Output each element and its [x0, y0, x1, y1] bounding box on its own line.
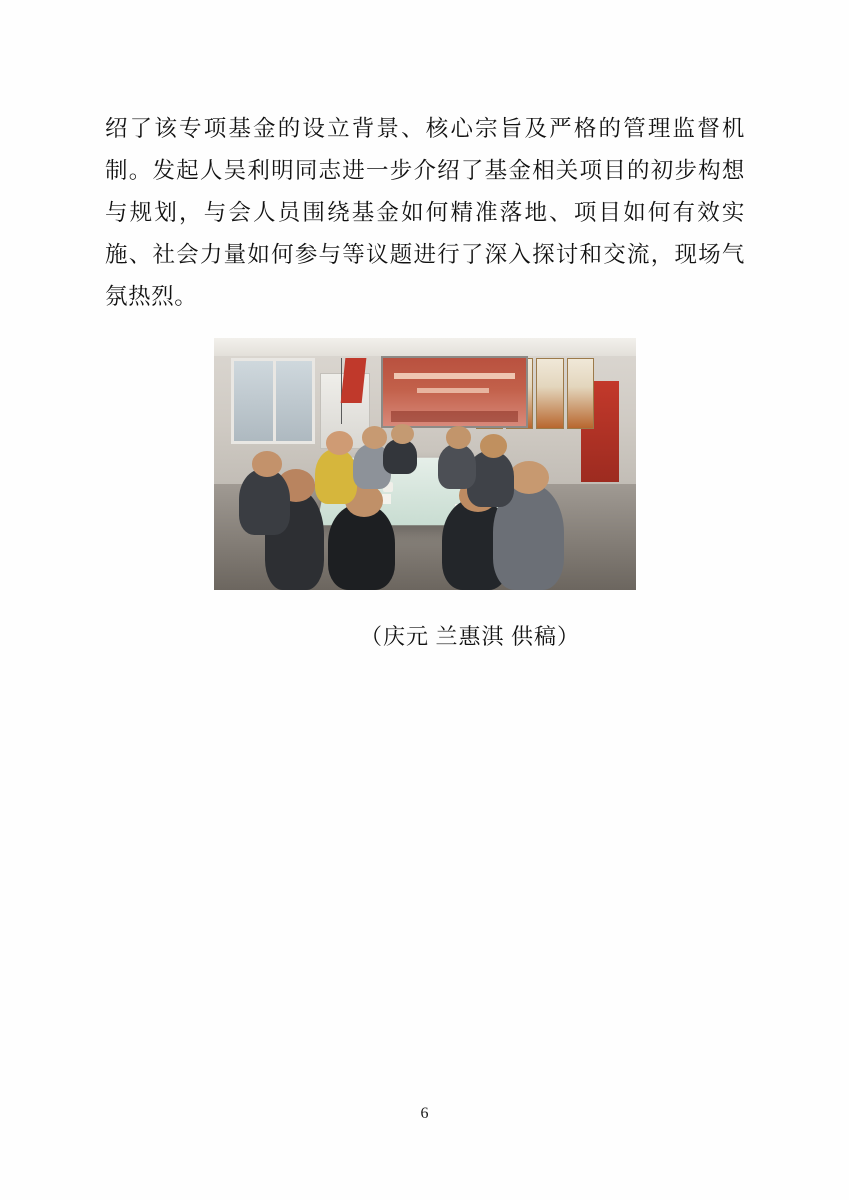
- photo-person: [315, 449, 357, 504]
- photo-board: [567, 358, 594, 429]
- photo-projection-screen: [383, 358, 526, 426]
- photo-window: [231, 358, 315, 444]
- photo-screen-subtitle-line: [417, 388, 489, 393]
- photo-person-head: [446, 426, 471, 449]
- photo-container: [105, 338, 745, 590]
- photo-caption: （庆元 兰惠淇 供稿）: [359, 624, 580, 649]
- photo-screen-graphic: [391, 411, 517, 422]
- photo-flag-left: [340, 358, 366, 403]
- photo-person: [328, 504, 396, 590]
- photo-person: [239, 469, 290, 535]
- photo-person-head: [362, 426, 387, 449]
- photo-person-head: [252, 451, 282, 476]
- body-paragraph: 绍了该专项基金的设立背景、核心宗旨及严格的管理监督机制。发起人吴利明同志进一步介绍了基金相关项目的初步构想与规划，与会人员围绕基金如何精准落地、项目如何有效实施、社会力量如何参与等议题进行了深入探讨和交流，现场气氛热烈。: [105, 116, 745, 309]
- photo-person-head: [480, 434, 507, 458]
- photo-person: [438, 444, 476, 489]
- photo-board: [536, 358, 563, 429]
- photo-ceiling: [214, 338, 636, 356]
- page-content: [105, 108, 745, 651]
- meeting-photo: [214, 338, 636, 590]
- photo-person: [383, 439, 417, 474]
- body-paragraph-block: [105, 108, 745, 318]
- page-number: 6: [420, 1105, 429, 1122]
- photo-screen-title-line: [394, 373, 515, 379]
